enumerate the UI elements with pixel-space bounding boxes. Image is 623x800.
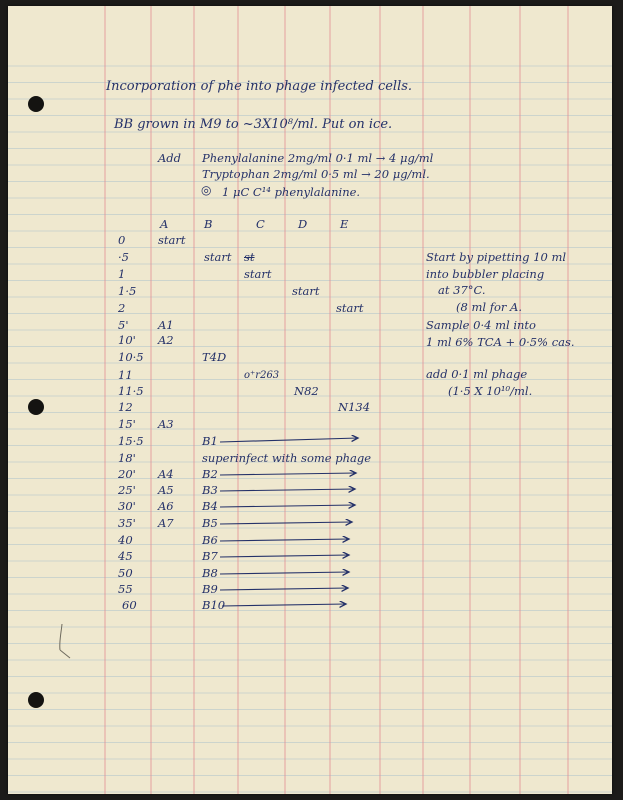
sample-b: B1 (202, 434, 218, 448)
intro-line: BB grown in M9 to ~3X10⁸/ml. Put on ice. (114, 117, 393, 132)
entry-b-start: start (204, 250, 232, 264)
time-label: 1·5 (118, 284, 137, 298)
entry-c-crossed: st (244, 250, 255, 264)
column-header-e: E (340, 217, 349, 231)
entry-a-start: start (158, 233, 186, 247)
time-label: 18' (118, 451, 136, 465)
notebook-page (8, 6, 612, 794)
note-line: Sample 0·4 ml into (426, 318, 536, 332)
arrow (220, 555, 349, 557)
time-label: 2 (118, 301, 126, 315)
arrow (220, 505, 355, 507)
phage-c: o⁺r263 (244, 370, 280, 381)
column-header-c: C (256, 217, 265, 231)
page-title: Incorporation of phe into phage infected cells. (106, 79, 413, 94)
phenylalanine-line: Phenylalanine 2mg/ml 0·1 ml → 4 μg/ml (202, 151, 434, 165)
time-label: 35' (118, 516, 136, 530)
arrow (220, 473, 356, 475)
note-line: at 37°C. (438, 283, 486, 297)
arrow (220, 572, 349, 574)
time-label: 30' (118, 499, 136, 513)
sample-a: A3 (158, 417, 174, 431)
sample-b: B3 (202, 483, 218, 497)
sample-b: B6 (202, 533, 218, 547)
time-label: 45 (118, 549, 133, 563)
time-label: 5' (118, 318, 129, 332)
time-label: 40 (118, 533, 133, 547)
note-line: 1 ml 6% TCA + 0·5% cas. (426, 335, 575, 349)
tryptophan-line: Tryptophan 2mg/ml 0·5 ml → 20 μg/ml. (202, 167, 430, 181)
time-label: 20' (118, 467, 136, 481)
column-header-b: B (204, 217, 213, 231)
column-header-d: D (298, 217, 308, 231)
c14-line: 1 μC C¹⁴ phenylalanine. (222, 185, 361, 199)
sample-b: B10 (202, 598, 226, 612)
sample-a: A2 (158, 333, 174, 347)
entry-e-start: start (336, 301, 364, 315)
phage-e: N134 (338, 400, 371, 414)
arrow (220, 588, 348, 590)
arrow (220, 539, 349, 541)
note-line: add 0·1 ml phage (426, 367, 528, 381)
sample-a: A6 (158, 499, 174, 513)
sample-arrows (8, 6, 612, 794)
sample-b: B4 (202, 499, 218, 513)
time-label: 11·5 (118, 384, 144, 398)
superinfect-note: superinfect with some phage (202, 451, 372, 465)
sample-b: B7 (202, 549, 218, 563)
scribble-mark: ◎ (201, 183, 212, 197)
sample-b: B8 (202, 566, 218, 580)
time-label: 60 (122, 598, 137, 612)
phage-b: T4D (202, 350, 227, 364)
note-line: (8 ml for A. (456, 300, 522, 314)
sample-a: A4 (158, 467, 174, 481)
time-label: 10·5 (118, 350, 144, 364)
add-label: Add (158, 151, 182, 165)
sample-a: A7 (158, 516, 174, 530)
time-label: 11 (118, 368, 133, 382)
entry-c-start: start (244, 267, 272, 281)
note-line: Start by pipetting 10 ml (426, 250, 567, 264)
sample-a: A5 (158, 483, 174, 497)
phage-d: N82 (294, 384, 319, 398)
time-label: 25' (118, 483, 136, 497)
column-header-a: A (160, 217, 169, 231)
time-label: 0 (118, 233, 126, 247)
sample-b: B2 (202, 467, 218, 481)
arrow (220, 522, 352, 524)
sample-b: B5 (202, 516, 218, 530)
arrow (222, 604, 346, 606)
time-label: 55 (118, 582, 133, 596)
time-label: 12 (118, 400, 133, 414)
sample-a: A1 (158, 318, 174, 332)
time-label: 15·5 (118, 434, 144, 448)
time-label: 10' (118, 333, 136, 347)
entry-d-start: start (292, 284, 320, 298)
time-label: 15' (118, 417, 136, 431)
note-line: into bubbler placing (426, 267, 545, 281)
time-label: 1 (118, 267, 126, 281)
time-label: ·5 (118, 250, 129, 264)
arrow (220, 489, 355, 491)
time-label: 50 (118, 566, 133, 580)
arrow (220, 438, 358, 442)
note-line: (1·5 X 10¹⁰/ml. (448, 384, 533, 398)
sample-b: B9 (202, 582, 218, 596)
